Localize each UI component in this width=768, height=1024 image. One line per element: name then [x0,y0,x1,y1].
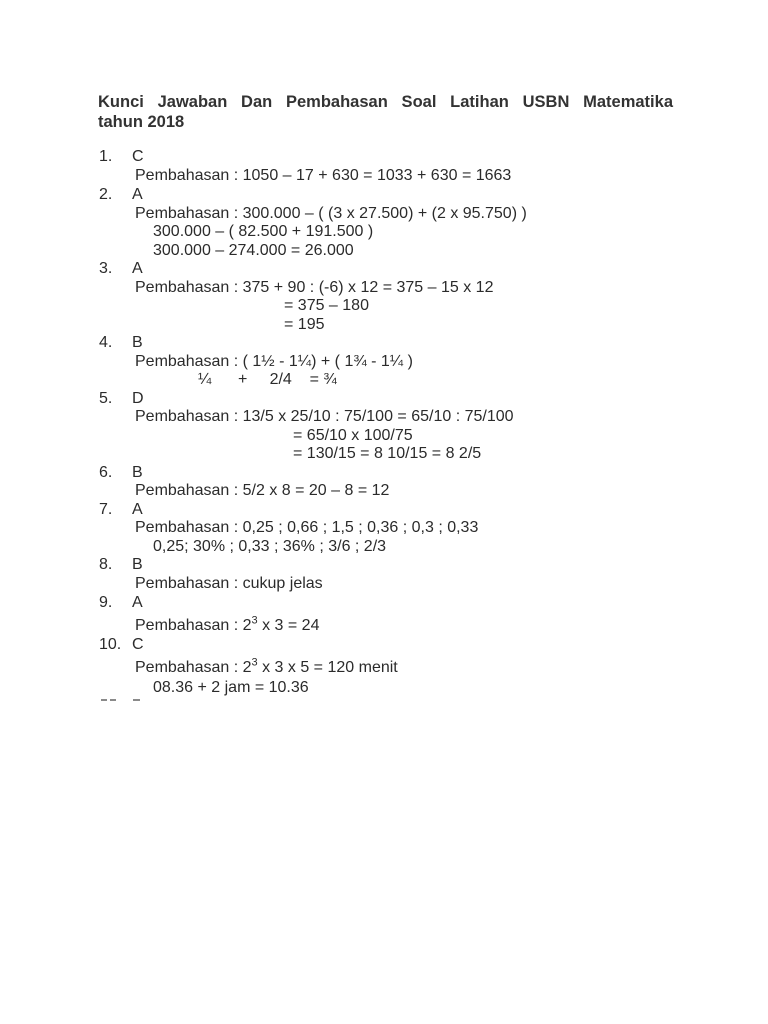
item-answer: A [132,501,143,518]
explanation-line: Pembahasan : 300.000 – ( (3 x 27.500) + (2 x 95.750) ) [135,205,527,222]
item-answer: B [132,464,143,481]
item-answer: B [132,556,143,573]
item-number: 4. [99,334,113,351]
item-answer: D [132,390,144,407]
explanation-line: Pembahasan : cukup jelas [135,575,323,592]
explanation-line: Pembahasan : 0,25 ; 0,66 ; 1,5 ; 0,36 ; 0,3 ; 0,33 [135,519,479,536]
explanation-text: x 3 = 24 [257,617,320,634]
item-answer: A [132,260,143,277]
item-number: 9. [99,594,113,611]
item-number: 10. [99,636,122,653]
item-answer: C [132,148,144,165]
item-answer: C [132,636,144,653]
title-line-1: Kunci Jawaban Dan Pembahasan Soal Latihan USBN Matematika [98,93,673,111]
explanation-line: 08.36 + 2 jam = 10.36 [153,679,309,696]
superscript-exponent: 3 [251,656,258,669]
cutoff-remnant [133,699,140,701]
item-answer: B [132,334,143,351]
document-title [98,92,673,132]
explanation-line: 300.000 – ( 82.500 + 191.500 ) [153,223,374,240]
explanation-line: ¼ + 2/4 = ¾ [198,371,337,388]
item-number: 6. [99,464,113,481]
explanation-text: Pembahasan : 2 [135,617,252,634]
explanation-text: Pembahasan : 2 [135,659,252,676]
explanation-line: Pembahasan : 5/2 x 8 = 20 – 8 = 12 [135,482,390,499]
explanation-line: = 65/10 x 100/75 [293,427,413,444]
explanation-line: = 375 – 180 [284,297,369,314]
cutoff-remnant [110,699,116,701]
item-answer: A [132,186,143,203]
explanation-line: Pembahasan : ( 1½ - 1¼) + ( 1¾ - 1¼ ) [135,353,413,370]
explanation-line: Pembahasan : 1050 – 17 + 630 = 1033 + 630 = 1663 [135,167,512,184]
explanation-line: Pembahasan : 13/5 x 25/10 : 75/100 = 65/10 : 75/100 [135,408,514,425]
item-number: 3. [99,260,113,277]
explanation-line: 0,25; 30% ; 0,33 ; 36% ; 3/6 ; 2/3 [153,538,387,555]
explanation-line [135,658,398,678]
explanation-line: 300.000 – 274.000 = 26.000 [153,242,354,259]
explanation-line [135,616,319,636]
item-number: 1. [99,148,113,165]
title-line-2: tahun 2018 [98,113,185,131]
explanation-text: x 3 x 5 = 120 menit [257,659,398,676]
superscript-exponent: 3 [251,614,258,627]
item-answer: A [132,594,143,611]
explanation-line: Pembahasan : 375 + 90 : (-6) x 12 = 375 – 15 x 12 [135,279,494,296]
item-number: 7. [99,501,113,518]
item-number: 5. [99,390,113,407]
explanation-line: = 130/15 = 8 10/15 = 8 2/5 [293,445,482,462]
cutoff-remnant [101,699,107,701]
item-number: 2. [99,186,113,203]
item-number: 8. [99,556,113,573]
explanation-line: = 195 [284,316,325,333]
